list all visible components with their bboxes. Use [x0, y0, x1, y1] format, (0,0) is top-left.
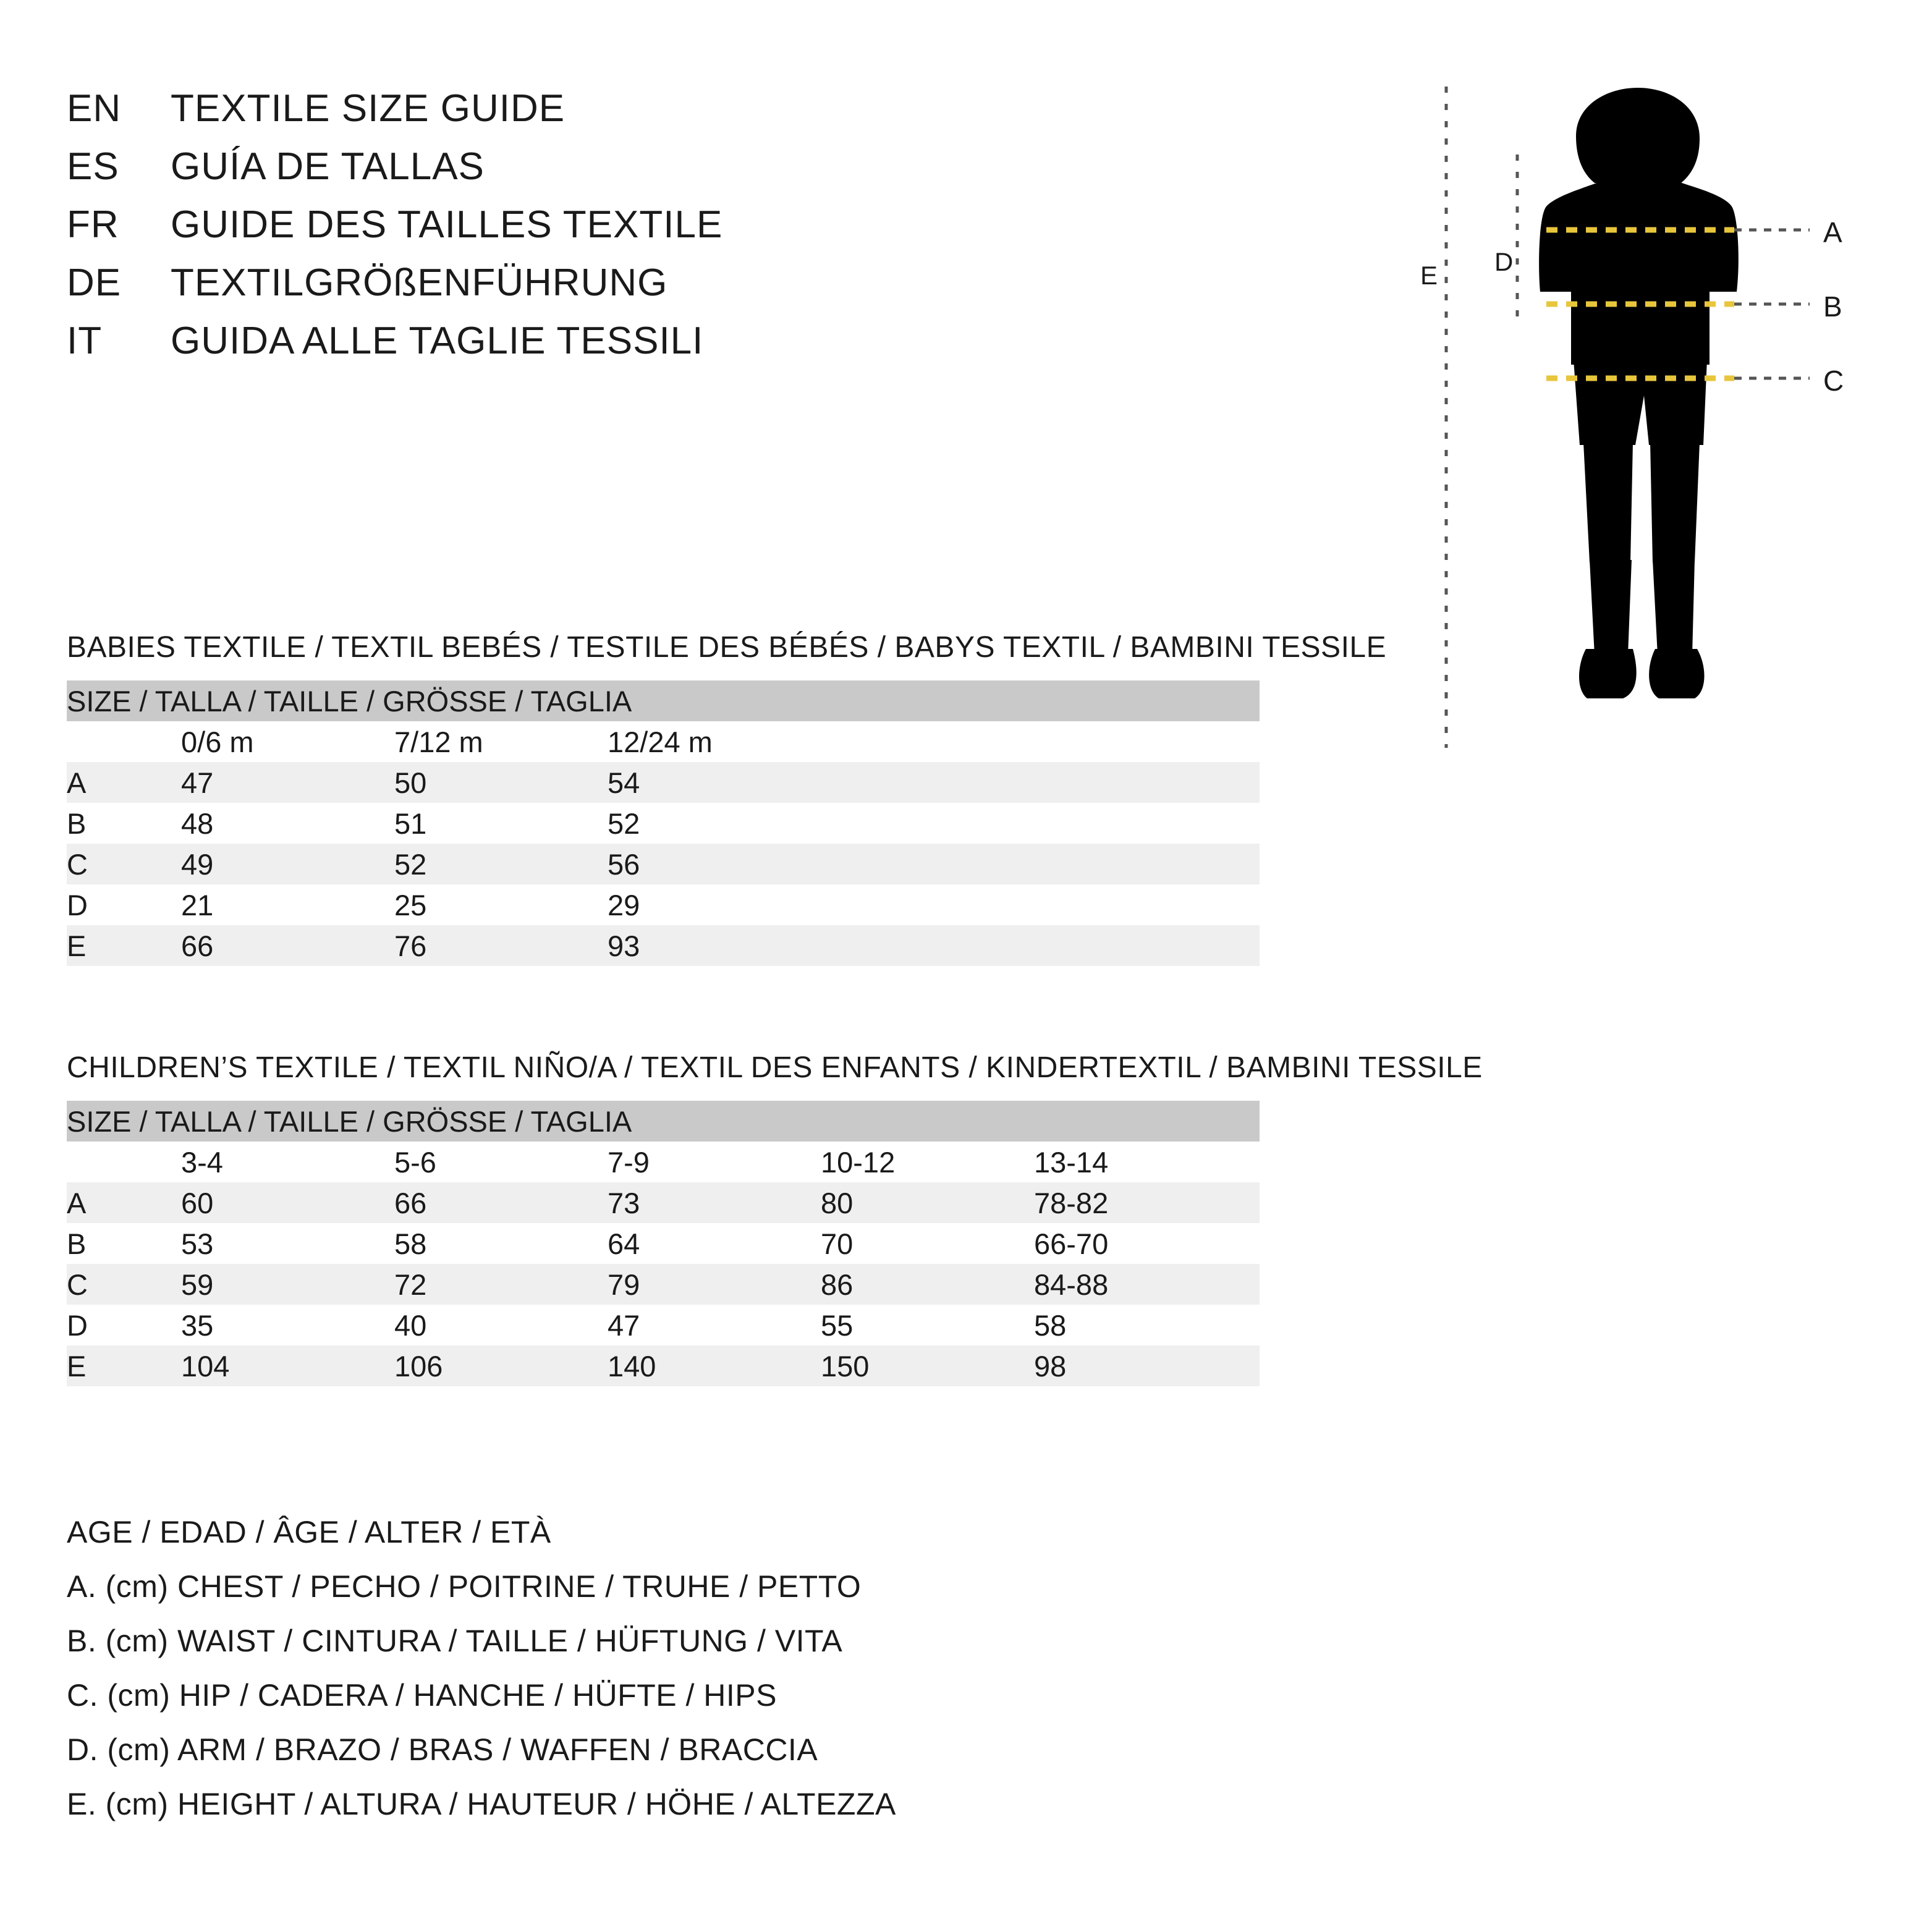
table-cell: 21	[181, 884, 394, 925]
table-row	[67, 925, 1260, 966]
table-row	[67, 1182, 1260, 1223]
language-title: GUIDE DES TAILLES TEXTILE	[171, 203, 723, 246]
table-cell: 66-70	[1034, 1223, 1260, 1264]
babies-section	[67, 630, 1387, 966]
table-row	[67, 1264, 1260, 1305]
column-header: 10-12	[821, 1142, 1034, 1182]
language-code: ES	[67, 145, 119, 188]
language-row	[67, 319, 1241, 377]
table-cell: 60	[181, 1182, 394, 1223]
table-cell: 98	[1034, 1345, 1260, 1386]
table-row	[67, 762, 1260, 803]
silhouette-body	[1539, 88, 1739, 698]
table-cell: 73	[608, 1182, 821, 1223]
table-cell: 47	[608, 1305, 821, 1345]
table-cell: 54	[608, 762, 1260, 803]
table-cell: 56	[608, 844, 1260, 884]
marker-label-d: D	[1494, 247, 1514, 276]
legend-item-b: B. (cm) WAIST / CINTURA / TAILLE / HÜFTUNG / VITA	[67, 1624, 843, 1658]
table-cell: 106	[394, 1345, 608, 1386]
child-silhouette-diagram	[1391, 74, 1885, 766]
row-key: D	[67, 1305, 181, 1345]
language-row	[67, 145, 1241, 203]
row-key: D	[67, 884, 181, 925]
column-header: 3-4	[181, 1142, 394, 1182]
legend-title: AGE / EDAD / ÂGE / ALTER / ETÀ	[67, 1515, 551, 1549]
table-cell: 150	[821, 1345, 1034, 1386]
language-row	[67, 203, 1241, 261]
table-header-band	[67, 1101, 1260, 1142]
language-code: IT	[67, 320, 103, 362]
table-cell: 40	[394, 1305, 608, 1345]
legend-item-c: C. (cm) HIP / CADERA / HANCHE / HÜFTE / HIPS	[67, 1678, 777, 1713]
marker-label-c: C	[1823, 365, 1844, 397]
table-row	[67, 803, 1260, 844]
table-cell: 53	[181, 1223, 394, 1264]
table-cell: 55	[821, 1305, 1034, 1345]
table-cell: 47	[181, 762, 394, 803]
column-header: 0/6 m	[181, 721, 394, 762]
table-cell: 52	[394, 844, 608, 884]
language-title: GUÍA DE TALLAS	[171, 145, 485, 188]
table-cell: 59	[181, 1264, 394, 1305]
language-code: EN	[67, 87, 122, 130]
table-cell: 93	[608, 925, 1260, 966]
table-cell: 80	[821, 1182, 1034, 1223]
row-key: C	[67, 1264, 181, 1305]
row-key: A	[67, 762, 181, 803]
table-cell: 76	[394, 925, 608, 966]
language-title: TEXTILGRÖßENFÜHRUNG	[171, 261, 668, 304]
table-cell: 86	[821, 1264, 1034, 1305]
table-cell: 66	[181, 925, 394, 966]
row-key: E	[67, 1345, 181, 1386]
marker-label-a: A	[1823, 216, 1842, 248]
table-cell: 78-82	[1034, 1182, 1260, 1223]
language-code: DE	[67, 261, 122, 304]
table-cell: 84-88	[1034, 1264, 1260, 1305]
column-header: 5-6	[394, 1142, 608, 1182]
table-column-header-row	[67, 1142, 1260, 1182]
row-key: C	[67, 844, 181, 884]
corner-cell	[67, 1142, 181, 1182]
column-header: 12/24 m	[608, 721, 1260, 762]
row-key: A	[67, 1182, 181, 1223]
legend-item-a: A. (cm) CHEST / PECHO / POITRINE / TRUHE / PETTO	[67, 1569, 862, 1604]
table-cell: 64	[608, 1223, 821, 1264]
table-cell: 58	[1034, 1305, 1260, 1345]
table-cell: 35	[181, 1305, 394, 1345]
marker-label-b: B	[1823, 290, 1842, 323]
table-row	[67, 1305, 1260, 1345]
legend-item-d: D. (cm) ARM / BRAZO / BRAS / WAFFEN / BRACCIA	[67, 1732, 818, 1767]
children-section	[67, 1051, 1483, 1386]
row-key: E	[67, 925, 181, 966]
children-band-label: SIZE / TALLA / TAILLE / GRÖSSE / TAGLIA	[67, 1101, 1260, 1142]
table-row	[67, 884, 1260, 925]
language-title: TEXTILE SIZE GUIDE	[171, 87, 566, 130]
table-cell: 79	[608, 1264, 821, 1305]
table-cell: 140	[608, 1345, 821, 1386]
table-cell: 29	[608, 884, 1260, 925]
column-header: 7-9	[608, 1142, 821, 1182]
marker-label-e: E	[1420, 261, 1438, 290]
table-row	[67, 1345, 1260, 1386]
measurement-figure	[1391, 74, 1885, 766]
legend-item-e: E. (cm) HEIGHT / ALTURA / HAUTEUR / HÖHE / ALTEZZA	[67, 1787, 896, 1821]
table-cell: 66	[394, 1182, 608, 1223]
babies-size-table	[67, 680, 1260, 966]
children-section-title: CHILDREN’S TEXTILE / TEXTIL NIÑO/A / TEXTIL DES ENFANTS / KINDERTEXTIL / BAMBINI TESSILE	[67, 1051, 1483, 1084]
language-row	[67, 261, 1241, 319]
language-code: FR	[67, 203, 119, 246]
babies-band-label: SIZE / TALLA / TAILLE / GRÖSSE / TAGLIA	[67, 680, 1260, 721]
language-header	[67, 87, 1241, 377]
column-header: 13-14	[1034, 1142, 1260, 1182]
language-title: GUIDA ALLE TAGLIE TESSILI	[171, 320, 704, 362]
measurement-legend	[67, 1514, 1303, 1841]
table-cell: 51	[394, 803, 608, 844]
table-row	[67, 844, 1260, 884]
table-header-band	[67, 680, 1260, 721]
table-cell: 25	[394, 884, 608, 925]
corner-cell	[67, 721, 181, 762]
table-row	[67, 1223, 1260, 1264]
table-cell: 52	[608, 803, 1260, 844]
language-row	[67, 87, 1241, 145]
table-cell: 48	[181, 803, 394, 844]
table-cell: 49	[181, 844, 394, 884]
table-cell: 104	[181, 1345, 394, 1386]
row-key: B	[67, 803, 181, 844]
column-header: 7/12 m	[394, 721, 608, 762]
table-cell: 70	[821, 1223, 1034, 1264]
children-size-table	[67, 1101, 1260, 1386]
babies-section-title: BABIES TEXTILE / TEXTIL BEBÉS / TESTILE DES BÉBÉS / BABYS TEXTIL / BAMBINI TESSILE	[67, 631, 1387, 664]
table-cell: 72	[394, 1264, 608, 1305]
table-column-header-row	[67, 721, 1260, 762]
table-cell: 58	[394, 1223, 608, 1264]
table-cell: 50	[394, 762, 608, 803]
row-key: B	[67, 1223, 181, 1264]
